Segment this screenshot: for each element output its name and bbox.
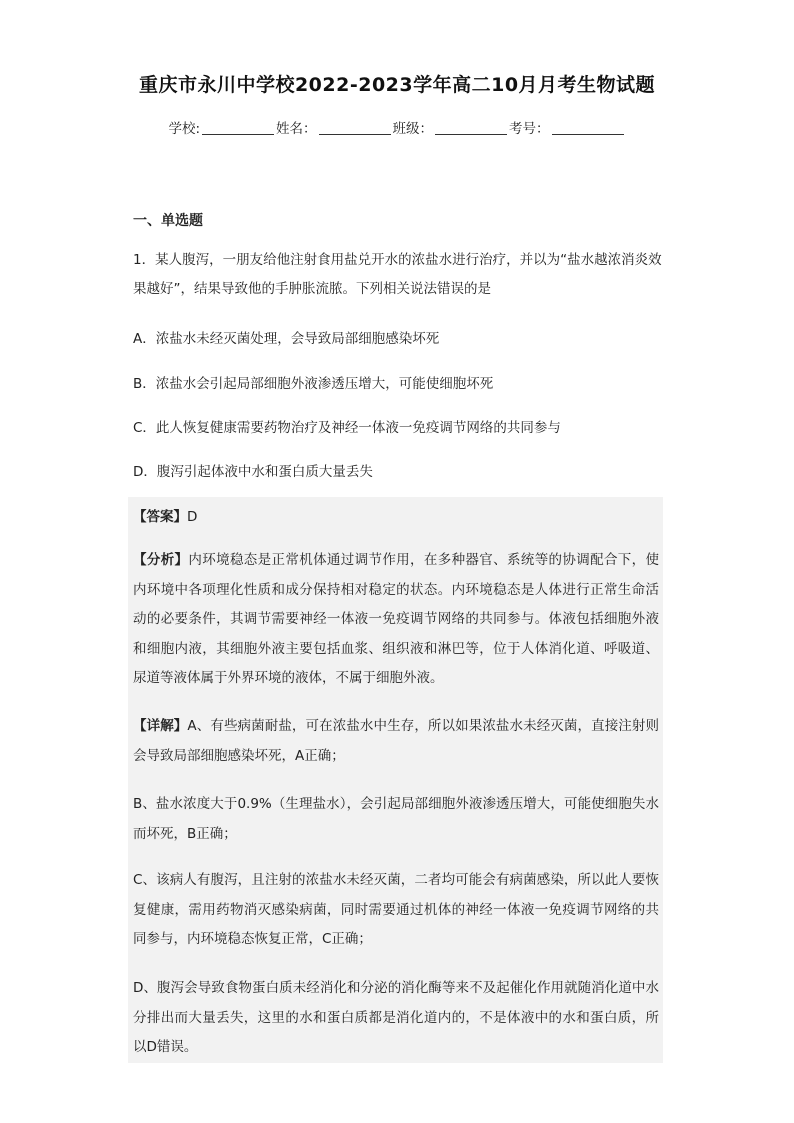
detail-paragraph-a <box>133 712 659 771</box>
question-stem: 1．某人腹泻，一朋友给他注射食用盐兑开水的浓盐水进行治疗，并以为“盐水越浓消炎效果越好”，结果导致他的手肿胀流脓。下列相关说法错误的是 <box>133 252 662 297</box>
option-c: C．此人恢复健康需要药物治疗及神经一体液一免疫调节网络的共同参与 <box>133 420 561 436</box>
id-blank[interactable] <box>552 120 624 135</box>
analysis-tag: 【分析】 <box>133 552 189 568</box>
answer-tag: 【答案】 <box>133 509 187 525</box>
detail-paragraph-b: B、盐水浓度大于0.9%（生理盐水），会引起局部细胞外液渗透压增大，可能使细胞失水而坏死，B正确； <box>133 796 659 842</box>
detail-tag: 【详解】 <box>133 718 188 734</box>
document-title: 重庆市永川中学校2022-2023学年高二10月月考生物试题 <box>138 74 656 96</box>
detail-paragraph-d: D、腹泻会导致食物蛋白质未经消化和分泌的消化酶等来不及起催化作用就随消化道中水分排出而大量丢失，这里的水和蛋白质都是消化道内的，不是体液中的水和蛋白质，所以D错误。 <box>133 980 659 1055</box>
name-blank[interactable] <box>319 120 391 135</box>
class-blank[interactable] <box>435 120 507 135</box>
answer-value: D <box>187 509 198 525</box>
detail-a-text: A、有些病菌耐盐，可在浓盐水中生存，所以如果浓盐水未经灭菌，直接注射则会导致局部细胞感染坏死，A正确； <box>133 718 660 764</box>
answer-line <box>133 503 659 533</box>
analysis-paragraph <box>133 546 659 694</box>
school-blank[interactable] <box>202 120 274 135</box>
name-label: 姓名： <box>276 121 317 137</box>
class-label: 班级： <box>392 121 434 137</box>
option-b: B．浓盐水会引起局部细胞外液渗透压增大，可能使细胞坏死 <box>133 376 494 392</box>
analysis-text: 内环境稳态是正常机体通过调节作用，在多种器官、系统等的协调配合下，使内环境中各项理化性质和成分保持相对稳定的状态。内环境稳态是人体进行正常生命活动的必要条件，其调节需要神经一体液一免疫调节网络的共同参与。体液包括细胞外液和细胞内液，其细胞外液主要包括血浆、组织液和淋巴等，位于人体消化道、呼吸道、尿道等液体属于外界环境的液体，不属于细胞外液。 <box>133 552 659 686</box>
option-d: D．腹泻引起体液中水和蛋白质大量丢失 <box>133 464 373 480</box>
student-info-line <box>0 117 794 137</box>
id-label: 考号： <box>509 121 550 137</box>
school-label: 学校: <box>168 121 201 137</box>
detail-paragraph-c: C、该病人有腹泻，且注射的浓盐水未经灭菌，二者均可能会有病菌感染，所以此人要恢复健康，需用药物消灭感染病菌，同时需要通过机体的神经一体液一免疫调节网络的共同参与，内环境稳态恢复正常，C正确； <box>133 872 659 947</box>
section-heading: 一、单选题 <box>133 213 203 229</box>
option-a: A．浓盐水未经灭菌处理，会导致局部细胞感染坏死 <box>133 331 440 347</box>
